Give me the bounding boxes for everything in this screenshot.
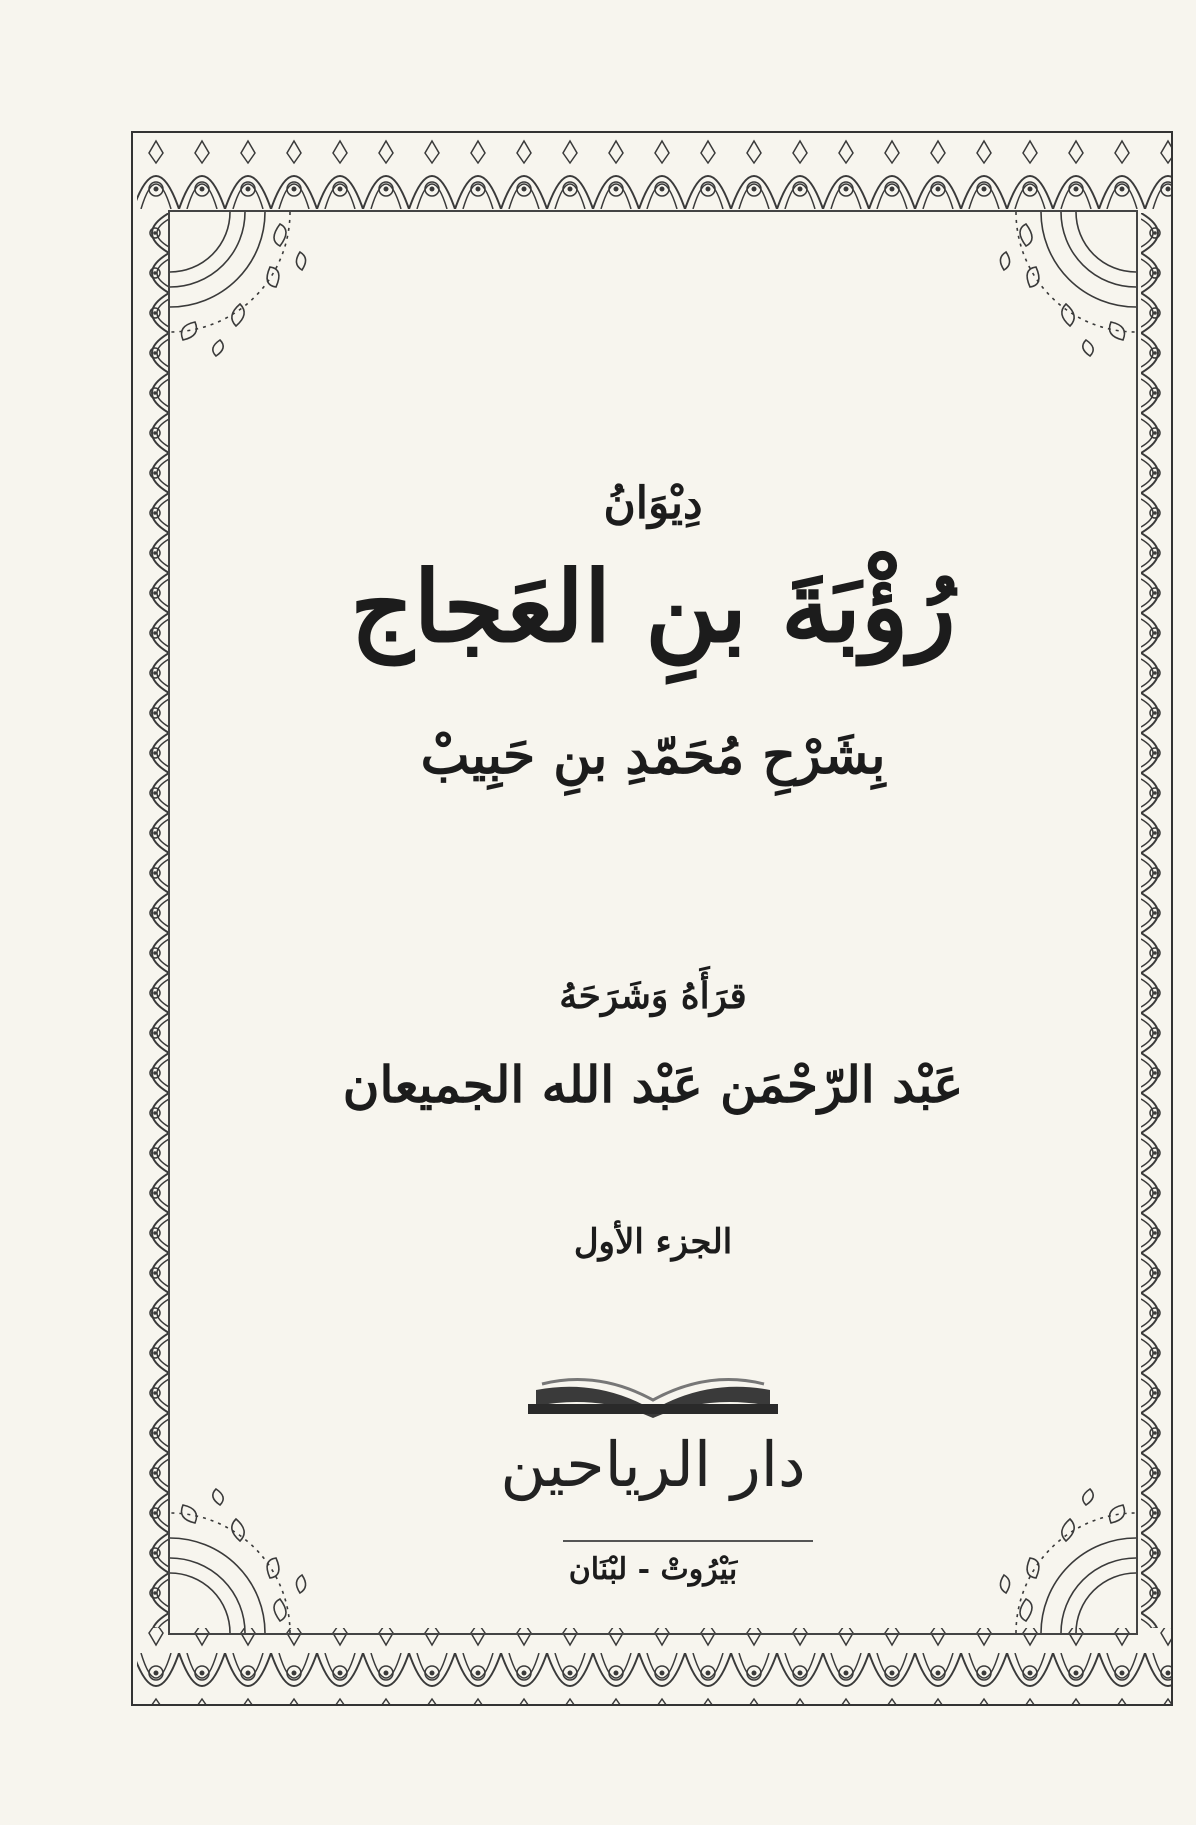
title-page-content (168, 210, 1138, 1635)
diwan-label: دِيْوَانُ (603, 478, 703, 529)
edited-by-label: قرَأَهُ وَشَرَحَهُ (559, 975, 747, 1017)
publisher-place: بَيْرُوتْ - لبْنَان (568, 1552, 738, 1587)
publisher-divider (563, 1540, 813, 1542)
book-subtitle: بِشَرْحِ مُحَمّدِ بنِ حَبِيبْ (420, 725, 886, 786)
volume-label: الجزء الأول (573, 1222, 733, 1262)
book-title: رُؤْبَةَ بنِ العَجاج (350, 550, 956, 665)
open-book-icon (528, 1370, 778, 1422)
editor-name: عَبْد الرّحْمَن عَبْد الله الجميعان (342, 1055, 964, 1114)
publisher-logo-text: دار الرياحين (500, 1428, 806, 1501)
